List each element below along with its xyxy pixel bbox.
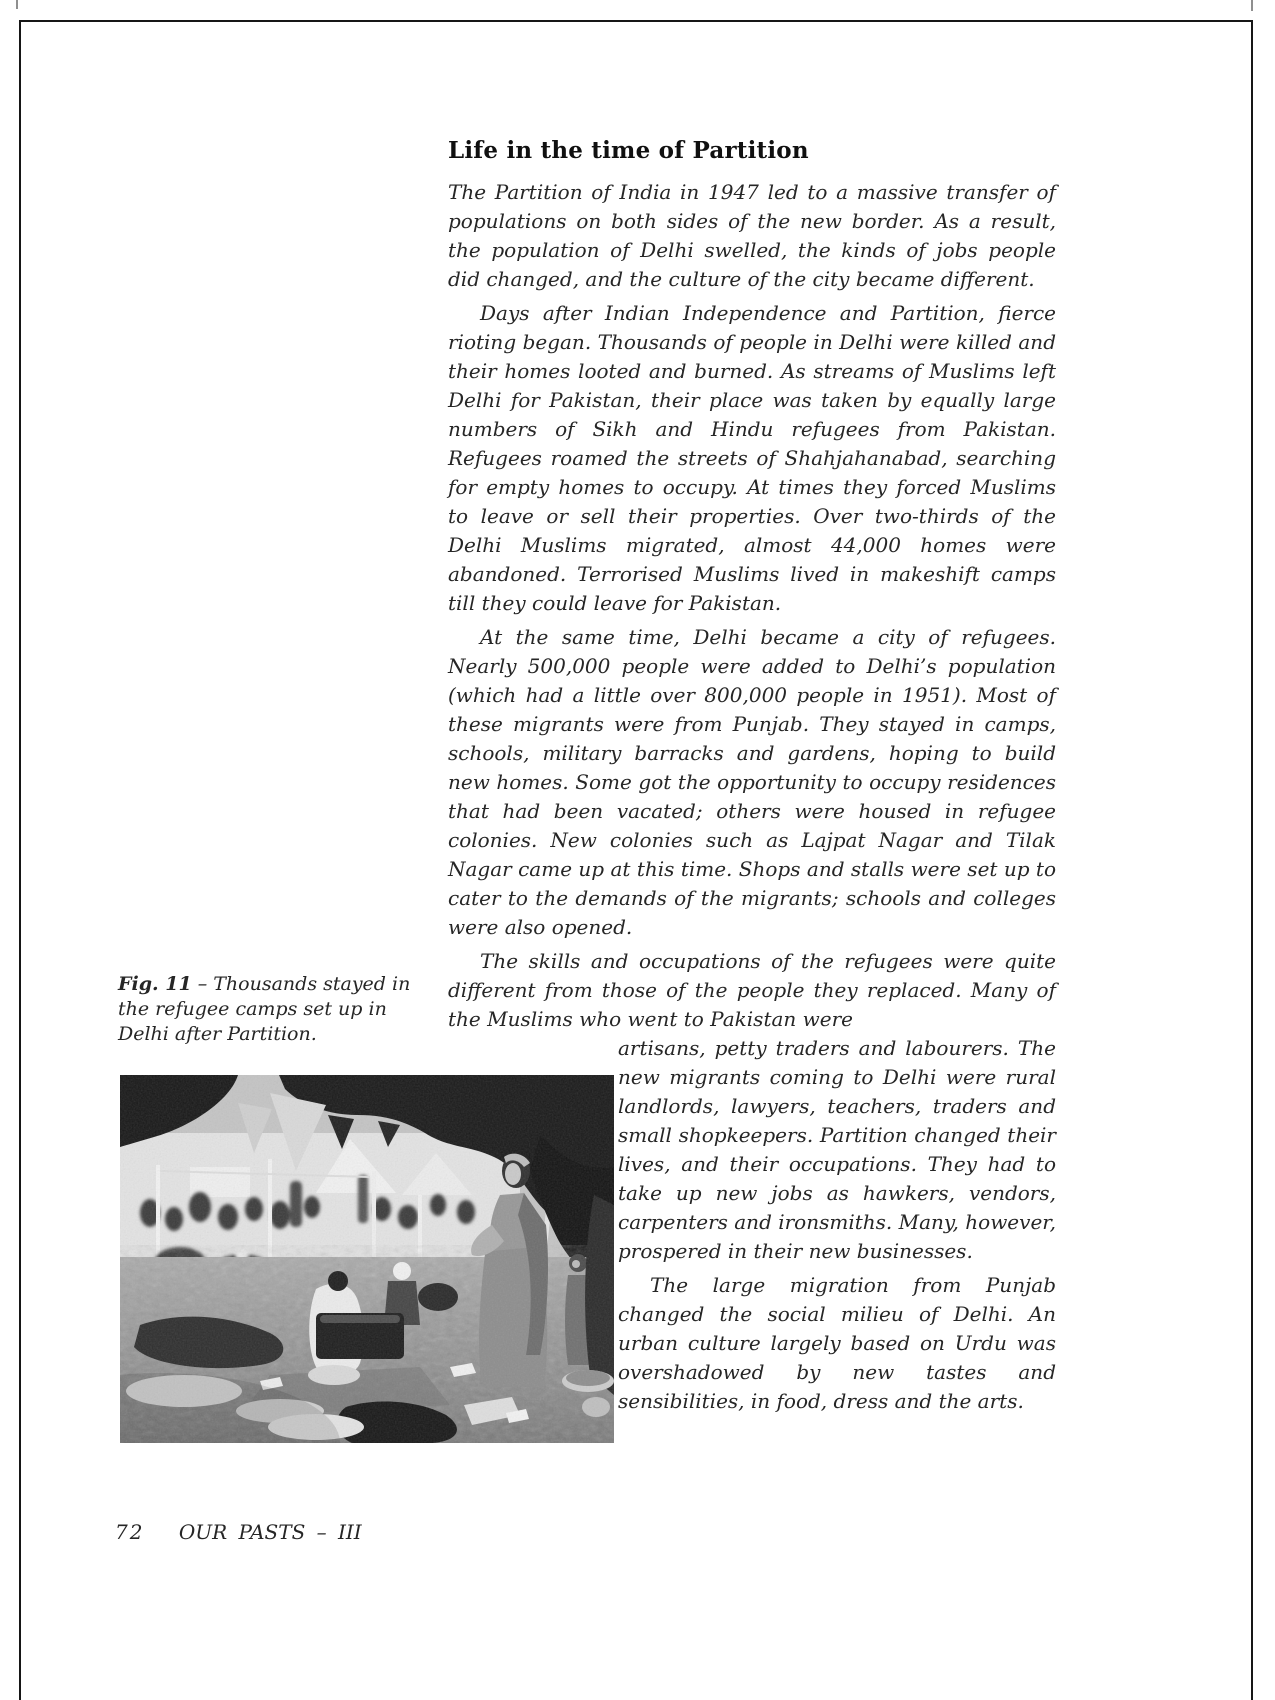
refugee-camp-photo — [120, 1075, 614, 1443]
figure-caption — [118, 972, 442, 1047]
paragraph-5: The large migration from Punjab changed the social milieu of Delhi. An urban culture largely based on Urdu was overshadowed by new tastes and sensibilities, in food, dress and the arts. — [618, 1273, 1056, 1413]
refugee-camp-photo-illustration — [120, 1075, 614, 1443]
page-footer — [115, 1520, 362, 1544]
book-title: OUR PASTS – III — [178, 1520, 362, 1544]
crop-mark-top-left — [16, 0, 18, 9]
figure-caption-text: – Thousands stayed in the refugee camps set up in Delhi after Partition. — [118, 973, 411, 1045]
paragraph-3: At the same time, Delhi became a city of refugees. Nearly 500,000 people were added to Delhi’s population (which had a little over 800,000 people in 1951). Most of these migrants were from Punjab. They stayed in camps, schools, military barracks and gardens, hoping to build new homes. Some got the opportunity to occupy residences that had been vacated; others were housed in refugee colonies. New colonies such as Lajpat Nagar and Tilak Nagar came up at this time. Shops and stalls were set up to cater to the demands of the migrants; schools and colleges were also opened. — [448, 625, 1056, 939]
page-number: 72 — [115, 1520, 145, 1544]
figure-label: Fig. 11 — [118, 973, 192, 995]
paragraph-4-full-width: The skills and occupations of the refugees were quite different from those of the people they replaced. Many of the Muslims who went to Pakistan were — [448, 949, 1056, 1031]
paragraph-4-beside-photo: artisans, petty traders and labourers. The new migrants coming to Delhi were rural landlords, lawyers, teachers, traders and small shopkeepers. Partition changed their lives, and their occupations. They had to take up new jobs as hawkers, vendors, carpenters and ironsmiths. Many, however, prospered in their new businesses. — [618, 1036, 1056, 1263]
crop-mark-top-right — [1251, 0, 1253, 11]
section-heading: Life in the time of Partition — [448, 137, 809, 164]
paragraph-2: Days after Indian Independence and Partition, fierce rioting began. Thousands of people in Delhi were killed and their homes looted and burned. As streams of Muslims left Delhi for Pakistan, their place was taken by equally large numbers of Sikh and Hindu refugees from Pakistan. Refugees roamed the streets of Shahjahanabad, searching for empty homes to occupy. At times they forced Muslims to leave or sell their properties. Over two-thirds of the Delhi Muslims migrated, almost 44,000 homes were abandoned. Terrorised Muslims lived in makeshift camps till they could leave for Pakistan. — [448, 301, 1056, 615]
paragraph-1: The Partition of India in 1947 led to a massive transfer of populations on both sides of the new border. As a result, the population of Delhi swelled, the kinds of jobs people did changed, and the culture of the city became different. — [448, 180, 1056, 291]
